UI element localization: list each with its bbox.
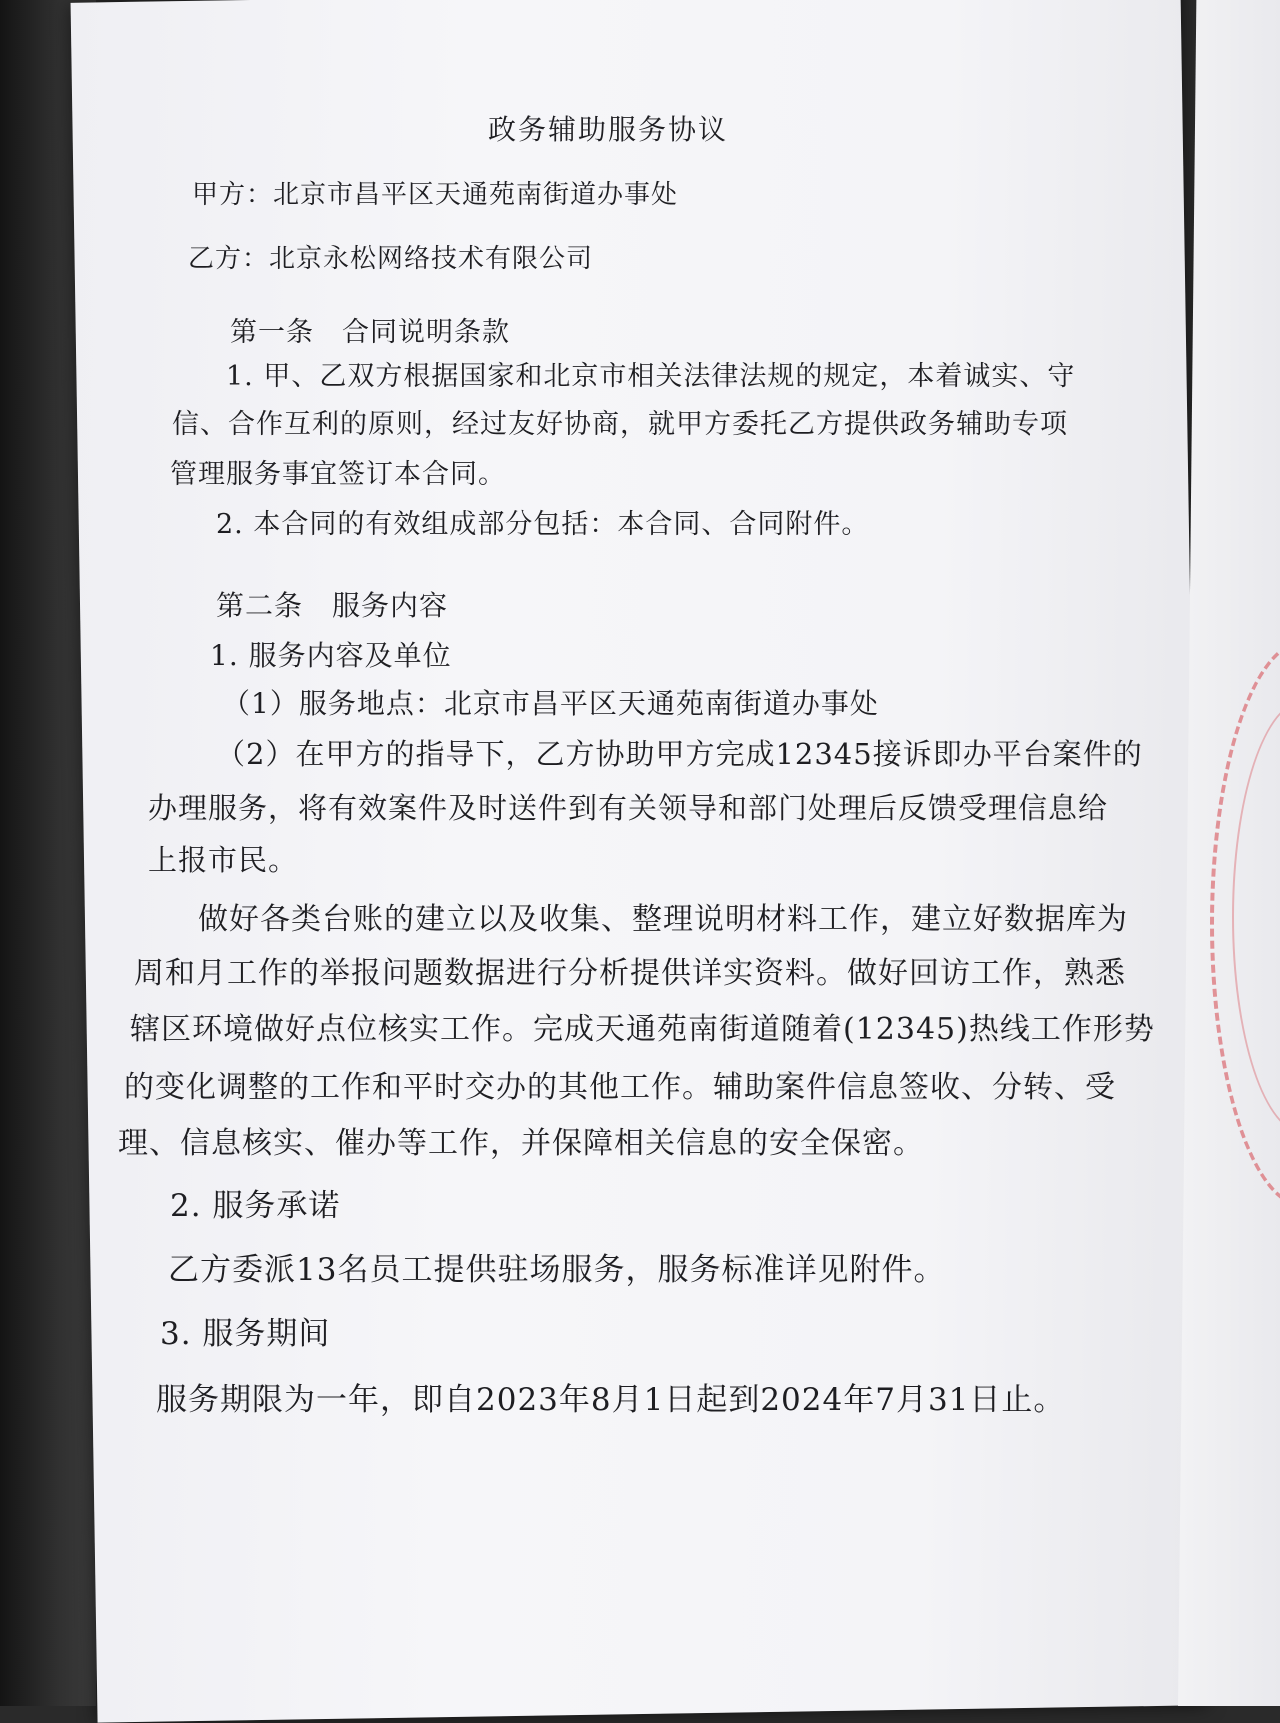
article2-heading: 第二条 服务内容: [216, 589, 449, 622]
article2-period: 服务期限为一年，即自2023年8月1日起到2024年7月31日止。: [156, 1382, 1066, 1418]
article2-para-line5: 理、信息核实、催办等工作，并保障相关信息的安全保密。: [118, 1126, 924, 1161]
document-title: 政务辅助服务协议: [488, 113, 729, 146]
article2-para-line2: 周和月工作的举报问题数据进行分析提供详实资料。做好回访工作，熟悉: [134, 956, 1126, 991]
article2-commitment: 乙方委派13名员工提供驻场服务，服务标准详见附件。: [168, 1252, 946, 1288]
article2-sub2: 2. 服务承诺: [170, 1188, 341, 1224]
party-a: 甲方：北京市昌平区天通苑南街道办事处: [192, 180, 679, 210]
article1-heading: 第一条 合同说明条款: [230, 317, 510, 348]
article2-item2-line2: 办理服务，将有效案件及时送件到有关领导和部门处理后反馈受理信息给: [148, 791, 1109, 825]
article1-clause1-line2: 信、合作互利的原则，经过友好协商，就甲方委托乙方提供政务辅助专项: [172, 409, 1068, 440]
article2-item2-line1: （2）在甲方的指导下，乙方协助甲方完成12345接诉即办平台案件的: [216, 737, 1143, 771]
article1-clause1-line1: 1. 甲、乙双方根据国家和北京市相关法律法规的规定，本着诚实、守: [226, 361, 1076, 392]
article2-item1: （1）服务地点：北京市昌平区天通苑南街道办事处: [222, 687, 879, 720]
article2-para-line3: 辖区环境做好点位核实工作。完成天通苑南街道随着(12345)热线工作形势: [130, 1012, 1155, 1047]
article1-clause1-line3: 管理服务事宜签订本合同。: [170, 459, 506, 490]
party-b: 乙方：北京永松网络技术有限公司: [188, 244, 594, 274]
article2-para-line1: 做好各类台账的建立以及收集、整理说明材料工作，建立好数据库为: [198, 902, 1128, 937]
article2-sub3: 3. 服务期间: [160, 1316, 331, 1352]
article2-sub1: 1. 服务内容及单位: [210, 639, 452, 672]
article1-clause2: 2. 本合同的有效组成部分包括：本合同、合同附件。: [216, 509, 870, 540]
article2-item2-line3: 上报市民。: [148, 843, 299, 877]
article2-para-line4: 的变化调整的工作和平时交办的其他工作。辅助案件信息签收、分转、受: [124, 1070, 1116, 1105]
